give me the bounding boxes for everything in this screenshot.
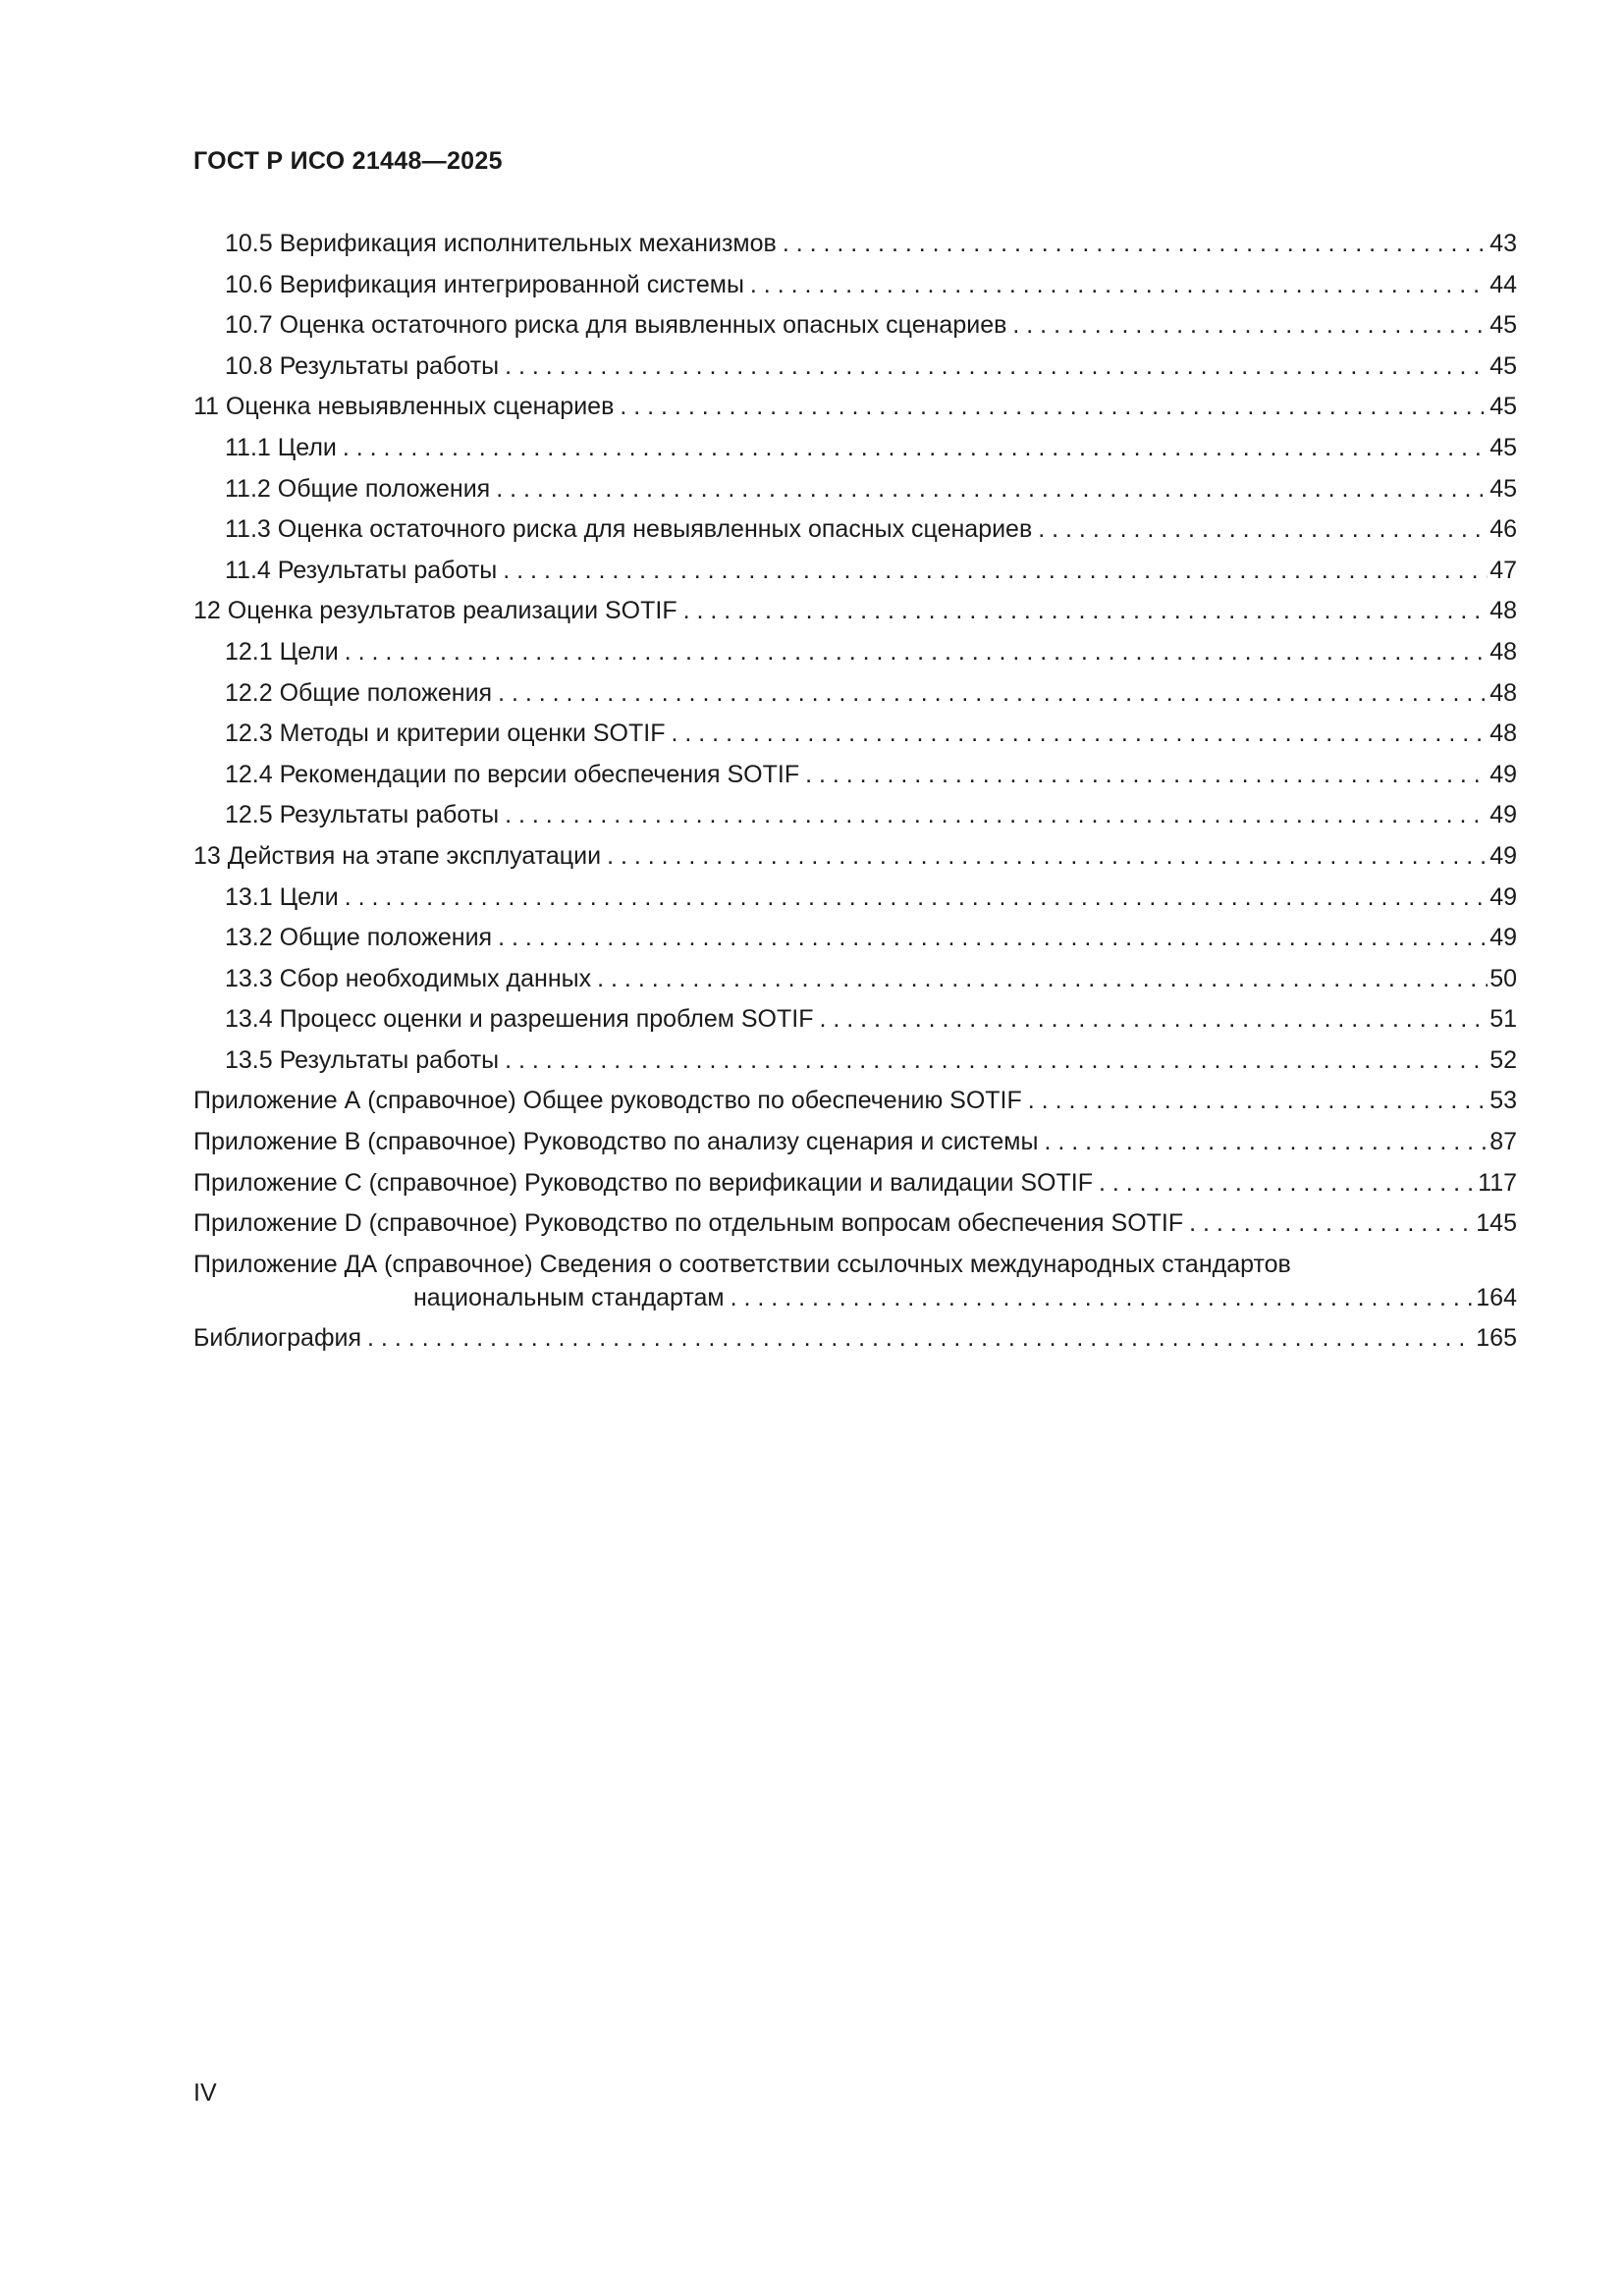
toc-entry-page: 48 [1489,637,1517,666]
toc-dot-leader [672,714,1489,755]
toc-dot-leader [496,469,1488,510]
toc-entry-title: 10.7 Оценка остаточного риска для выявленных опасных сценариев [225,311,1007,340]
toc-entry-title: 13.3 Сбор необходимых данных [225,964,592,992]
toc-entry-page: 50 [1489,964,1517,992]
toc-entry-appendix-c[interactable] [193,1163,1517,1204]
toc-dot-leader [731,1281,1475,1314]
toc-entry-page: 87 [1489,1128,1517,1156]
toc-entry-title: 12.5 Результаты работы [225,801,500,829]
toc-entry-13-3[interactable] [193,959,1517,1000]
toc-entry-page: 51 [1489,1005,1517,1034]
toc-entry-11-1[interactable] [193,428,1517,469]
toc-entry-page: 165 [1476,1323,1517,1352]
toc-dot-leader [1099,1163,1476,1204]
toc-entry-title: Приложение В (справочное) Руководство по анализу сценария и системы [193,1128,1039,1156]
toc-entry-title: 12.2 Общие положения [225,678,493,707]
document-code-header: ГОСТ Р ИСО 21448—2025 [193,147,503,175]
toc-entry-title: 11 Оценка невыявленных сценариев [193,393,615,421]
toc-entry-title: 10.6 Верификация интегрированной системы [225,270,744,298]
toc-entry-bibliography[interactable] [193,1318,1517,1360]
toc-entry-page: 48 [1489,597,1517,625]
toc-entry-10-6[interactable] [193,265,1517,306]
toc-entry-title: 11.4 Результаты работы [225,556,498,584]
toc-entry-page: 45 [1489,433,1517,461]
toc-entry-page: 117 [1478,1168,1517,1197]
toc-entry-page: 49 [1489,801,1517,829]
toc-entry-10-7[interactable] [193,305,1517,347]
toc-dot-leader [805,755,1488,796]
toc-entry-page: 53 [1489,1087,1517,1115]
toc-entry-title-continuation-row [193,1281,1517,1314]
toc-entry-page: 48 [1489,720,1517,748]
toc-dot-leader [345,878,1488,919]
toc-entry-title: Библиография [193,1323,362,1352]
toc-dot-leader [503,551,1488,592]
toc-dot-leader [819,999,1488,1041]
toc-entry-12-5[interactable] [193,795,1517,836]
toc-dot-leader [505,1041,1488,1082]
toc-entry-page: 47 [1489,556,1517,584]
toc-entry-appendix-b[interactable] [193,1122,1517,1163]
toc-entry-page: 49 [1489,882,1517,911]
toc-entry-page: 45 [1489,351,1517,380]
toc-dot-leader [607,836,1488,878]
toc-entry-page: 45 [1489,474,1517,503]
toc-entry-13-5[interactable] [193,1041,1517,1082]
toc-entry-page: 49 [1489,924,1517,952]
toc-entry-appendix-da[interactable] [193,1245,1517,1318]
toc-entry-11[interactable] [193,387,1517,428]
toc-dot-leader [498,918,1488,959]
toc-entry-title: 13.4 Процесс оценки и разрешения проблем SOTIF [225,1005,814,1034]
toc-entry-12-1[interactable] [193,632,1517,673]
toc-dot-leader [505,347,1488,388]
page-number: IV [193,2079,217,2107]
toc-entry-title: 10.5 Верификация исполнительных механизмов [225,230,777,257]
toc-entry-title: Приложение С (справочное) Руководство по верификации и валидации SOTIF [193,1168,1093,1197]
toc-dot-leader [597,959,1488,1000]
toc-entry-title-continued: национальным стандартам [413,1283,725,1311]
toc-entry-title: 13.1 Цели [225,882,339,911]
toc-entry-page: 45 [1489,393,1517,421]
toc-dot-leader [783,224,1488,265]
toc-dot-leader [620,387,1488,428]
toc-dot-leader [367,1318,1474,1360]
toc-entry-appendix-a[interactable] [193,1081,1517,1122]
toc-entry-11-3[interactable] [193,509,1517,551]
toc-entry-12-3[interactable] [193,714,1517,755]
toc-dot-leader [1028,1081,1488,1122]
toc-dot-leader [1038,509,1488,551]
toc-dot-leader [345,632,1488,673]
toc-entry-13-4[interactable] [193,999,1517,1041]
toc-dot-leader [505,795,1488,836]
toc-entry-12-4[interactable] [193,755,1517,796]
toc-entry-10-8[interactable] [193,347,1517,388]
toc-entry-title: 12.1 Цели [225,637,339,666]
toc-entry-13[interactable] [193,836,1517,878]
table-of-contents [193,224,1517,1359]
toc-entry-title: 12.3 Методы и критерии оценки SOTIF [225,720,666,748]
toc-entry-page: 46 [1489,515,1517,544]
toc-entry-page: 164 [1476,1283,1517,1311]
toc-entry-page: 43 [1489,230,1517,257]
toc-entry-title: 13.2 Общие положения [225,924,493,952]
toc-entry-title: 11.3 Оценка остаточного риска для невыявленных опасных сценариев [225,515,1033,544]
toc-entry-page: 45 [1489,311,1517,340]
toc-dot-leader [498,673,1488,715]
toc-entry-title: 13 Действия на этапе эксплуатации [193,841,602,870]
toc-entry-13-1[interactable] [193,878,1517,919]
toc-entry-13-2[interactable] [193,918,1517,959]
toc-entry-title: 13.5 Результаты работы [225,1045,500,1074]
toc-dot-leader [1189,1203,1474,1245]
toc-entry-title: 10.8 Результаты работы [225,351,500,380]
toc-entry-12[interactable] [193,591,1517,632]
toc-entry-12-2[interactable] [193,673,1517,715]
toc-entry-10-5[interactable] [193,224,1517,265]
toc-entry-11-4[interactable] [193,551,1517,592]
toc-dot-leader [1012,305,1488,347]
toc-entry-title: 11.1 Цели [225,433,337,461]
toc-entry-page: 48 [1489,678,1517,707]
toc-entry-page: 44 [1489,270,1517,298]
toc-entry-title: Приложение D (справочное) Руководство по отдельным вопросам обеспечения SOTIF [193,1209,1184,1238]
toc-entry-page: 49 [1489,841,1517,870]
toc-entry-title: 12.4 Рекомендации по версии обеспечения SOTIF [225,760,800,788]
toc-entry-11-2[interactable] [193,469,1517,510]
toc-entry-title: 11.2 Общие положения [225,474,491,503]
toc-dot-leader [343,428,1488,469]
toc-dot-leader [1044,1122,1488,1163]
toc-entry-page: 145 [1476,1209,1517,1238]
toc-entry-title: Приложение ДА (справочное) Сведения о соответствии ссылочных международных стандартов [193,1250,1291,1278]
toc-entry-title: Приложение А (справочное) Общее руководство по обеспечению SOTIF [193,1087,1022,1115]
toc-entry-page: 49 [1489,760,1517,788]
toc-dot-leader [750,265,1488,306]
toc-entry-title: 12 Оценка результатов реализации SOTIF [193,597,677,625]
toc-entry-page: 52 [1489,1045,1517,1074]
toc-entry-appendix-d[interactable] [193,1203,1517,1245]
toc-dot-leader [683,591,1489,632]
